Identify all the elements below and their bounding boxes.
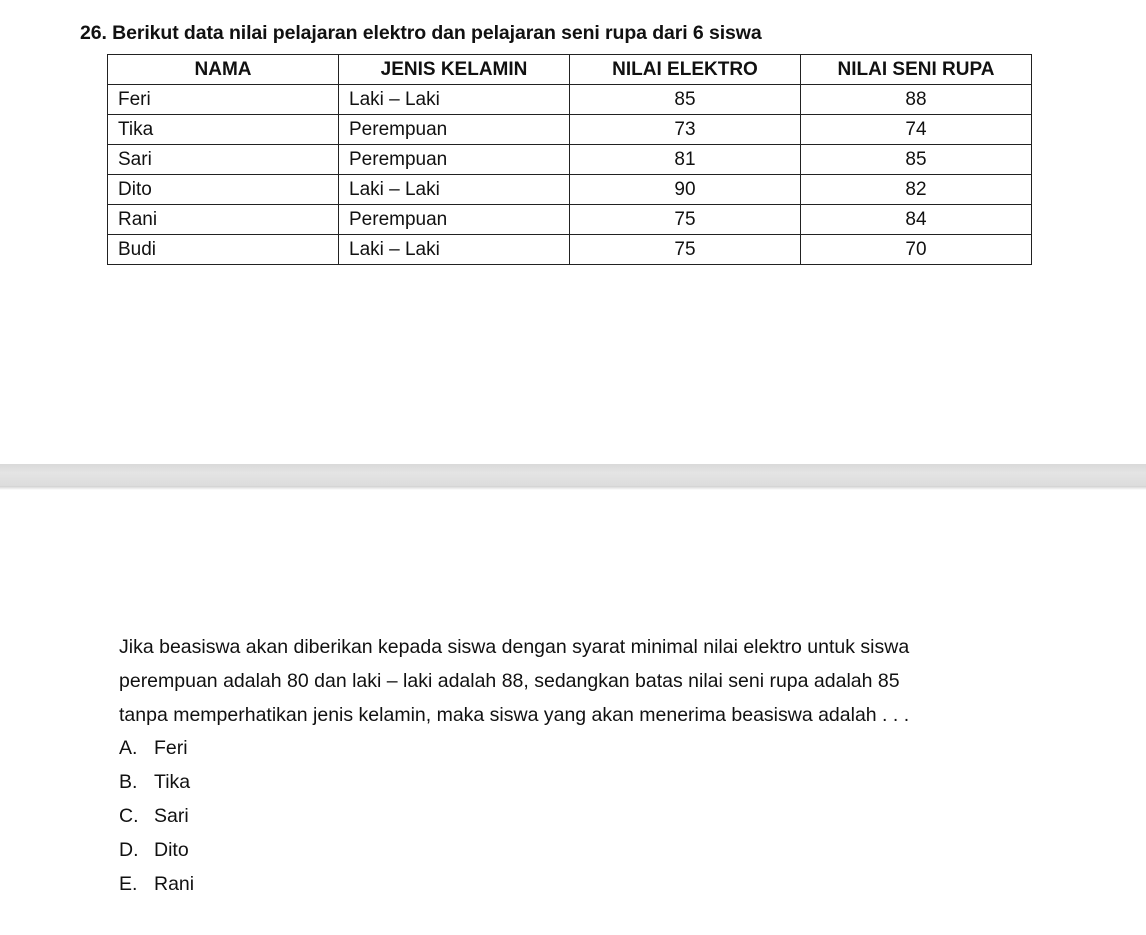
question-title: 26. Berikut data nilai pelajaran elektro dan pelajaran seni rupa dari 6 siswa: [80, 22, 762, 44]
header-nama: NAMA: [108, 55, 339, 85]
cell-jenis-kelamin: Laki – Laki: [339, 235, 570, 265]
option-text: Rani: [154, 873, 195, 895]
cell-nilai-seni-rupa: 70: [801, 235, 1032, 265]
option-d: [119, 833, 194, 867]
option-letter: D.: [119, 839, 139, 861]
cell-nama: Rani: [108, 205, 339, 235]
cell-nilai-seni-rupa: 84: [801, 205, 1032, 235]
table-row: [108, 115, 1032, 145]
question-body: [119, 630, 1019, 732]
cell-nama: Tika: [108, 115, 339, 145]
option-a: [119, 731, 194, 765]
page-separator-shadow: [0, 486, 1146, 490]
option-text: Feri: [154, 737, 188, 759]
cell-jenis-kelamin: Laki – Laki: [339, 85, 570, 115]
table-row: [108, 85, 1032, 115]
option-text: Dito: [154, 839, 189, 861]
cell-jenis-kelamin: Perempuan: [339, 145, 570, 175]
cell-nilai-elektro: 75: [570, 235, 801, 265]
cell-nilai-elektro: 81: [570, 145, 801, 175]
option-text: Sari: [154, 805, 189, 827]
option-text: Tika: [154, 771, 191, 793]
answer-options: [119, 731, 194, 901]
option-e: [119, 867, 194, 901]
cell-jenis-kelamin: Perempuan: [339, 205, 570, 235]
option-c: [119, 799, 194, 833]
cell-jenis-kelamin: Perempuan: [339, 115, 570, 145]
cell-jenis-kelamin: Laki – Laki: [339, 175, 570, 205]
table-row: [108, 145, 1032, 175]
cell-nilai-seni-rupa: 85: [801, 145, 1032, 175]
cell-nilai-elektro: 85: [570, 85, 801, 115]
cell-nilai-seni-rupa: 74: [801, 115, 1032, 145]
header-jenis-kelamin: JENIS KELAMIN: [339, 55, 570, 85]
page-separator: [0, 464, 1146, 486]
table-row: [108, 205, 1032, 235]
cell-nilai-elektro: 73: [570, 115, 801, 145]
table-row: [108, 175, 1032, 205]
option-letter: B.: [119, 771, 138, 793]
header-nilai-seni-rupa: NILAI SENI RUPA: [801, 55, 1032, 85]
grades-table: [107, 54, 1032, 265]
question-text-line: tanpa memperhatikan jenis kelamin, maka siswa yang akan menerima beasiswa adalah . . .: [119, 704, 910, 726]
cell-nilai-seni-rupa: 88: [801, 85, 1032, 115]
option-letter: C.: [119, 805, 139, 827]
cell-nilai-seni-rupa: 82: [801, 175, 1032, 205]
table-row: [108, 235, 1032, 265]
cell-nama: Dito: [108, 175, 339, 205]
header-nilai-elektro: NILAI ELEKTRO: [570, 55, 801, 85]
cell-nilai-elektro: 90: [570, 175, 801, 205]
cell-nama: Budi: [108, 235, 339, 265]
question-text-line: perempuan adalah 80 dan laki – laki adalah 88, sedangkan batas nilai seni rupa adalah 85: [119, 670, 900, 692]
table-header-row: [108, 55, 1032, 85]
option-letter: A.: [119, 737, 138, 759]
cell-nama: Sari: [108, 145, 339, 175]
option-letter: E.: [119, 873, 138, 895]
option-b: [119, 765, 194, 799]
cell-nama: Feri: [108, 85, 339, 115]
cell-nilai-elektro: 75: [570, 205, 801, 235]
question-text-line: Jika beasiswa akan diberikan kepada siswa dengan syarat minimal nilai elektro untuk siswa: [119, 636, 910, 658]
